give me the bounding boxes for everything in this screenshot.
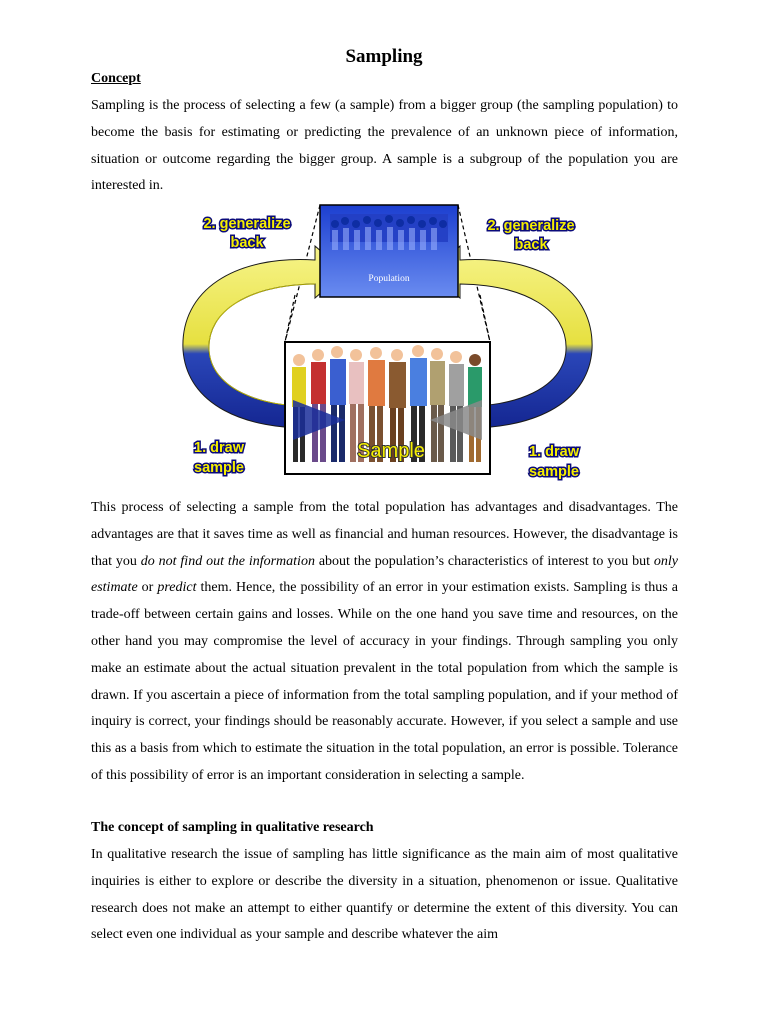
qualitative-heading: The concept of sampling in qualitative research: [91, 820, 374, 835]
generalize-back-right-line2: back: [514, 237, 548, 253]
draw-sample-right-line1: 1. draw: [529, 444, 579, 460]
paragraph-advantages: [91, 495, 678, 790]
sampling-diagram: [175, 200, 600, 485]
generalize-back-left-line1: 2. generalize: [203, 216, 291, 232]
generalize-back-left-line2: back: [230, 235, 264, 251]
draw-sample-right-line2: sample: [529, 464, 579, 480]
sample-box: [285, 342, 490, 474]
emphasis-only-estimate: only estimate: [91, 553, 679, 596]
page-title: Sampling: [345, 46, 423, 67]
paragraph-intro: Sampling is the process of selecting a few (a sample) from a bigger group (the sampling population) to become the basis for estimating or predicting the prevalence of an unknown piece of information, situation or outcome regarding the bigger group. A sample is a subgroup of the population you are interested in.: [91, 98, 678, 194]
population-label: Population: [368, 274, 410, 284]
emphasis-predict: predict: [157, 580, 197, 596]
paragraph-advantages-part2: about the population’s characteristics of interest to you but: [314, 553, 654, 569]
draw-sample-left-line2: sample: [194, 460, 244, 476]
generalize-back-right-line1: 2. generalize: [487, 218, 575, 234]
population-box: [320, 205, 458, 297]
paragraph-qualitative: In qualitative research the issue of sampling has little significance as the main aim of most qualitative inquiries is either to explore or describe the diversity in a situation, phenomenon or issue. Qualitative research does not make an attempt to either quantify or determine the extent of this diversity. You can select even one individual as your sample and describe whatever the aim: [91, 847, 678, 943]
sample-label: Sample: [357, 440, 425, 462]
concept-heading: Concept: [91, 71, 141, 86]
paragraph-advantages-part4: them. Hence, the possibility of an error in your estimation exists. Sampling is thus a trade-off between certain gains and losses. While on the one hand you save time and resources, on the other hand you may compromise the level of accuracy in your findings. Through sampling you only make an estimate about the actual situation prevalent in the total population from which the sample is drawn. If you ascertain a piece of information from the total sampling population, and if your method of inquiry is correct, your findings should be reasonably accurate. However, if you select a sample and use this as a basis from which to estimate the situation in the total population, an error is possible. Tolerance of this possibility of error is an important consideration in selecting a sample.: [91, 580, 678, 783]
emphasis-do-not-find-out: do not find out the information: [140, 553, 315, 569]
draw-sample-left-line1: 1. draw: [194, 440, 244, 456]
paragraph-advantages-part3: or: [137, 580, 158, 596]
paragraph-advantages-part1: This process of selecting a sample from the total population has advantages and disadvantages. The advantages are that it saves time as well as financial and human resources. However, the disadvantage is that you: [91, 500, 678, 569]
